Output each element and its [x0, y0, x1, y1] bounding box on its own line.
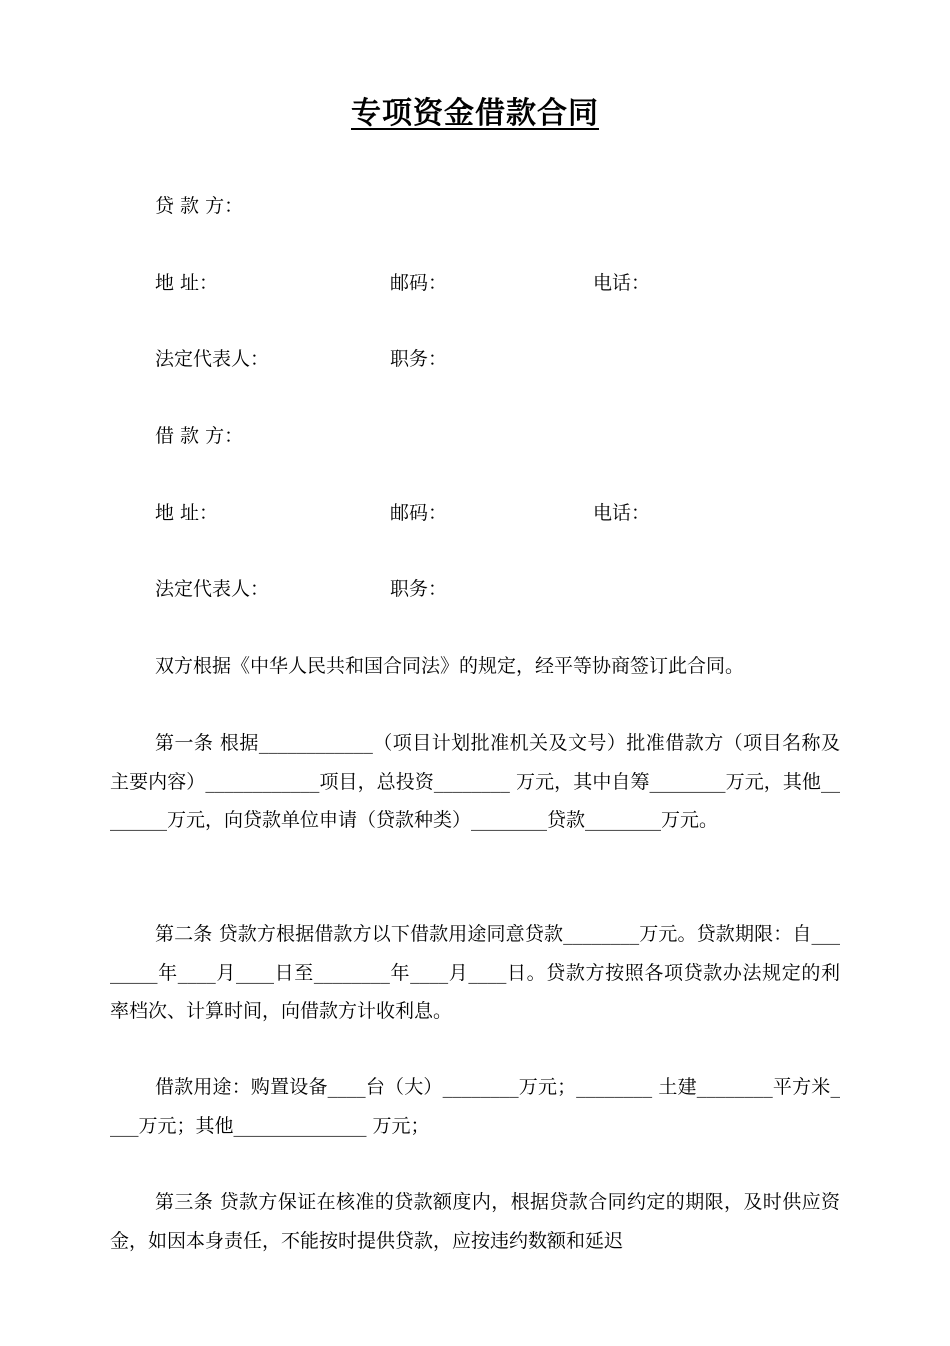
lender-name-label: 贷 款 方：	[155, 195, 244, 217]
borrower-address-label: 地 址：	[155, 502, 219, 524]
article-2-paragraph: 第二条 贷款方根据借款方以下借款用途同意贷款________万元。贷款期限：自________年____月____日至________年____月____日。贷款方按照各项贷款办法规定的利率档次、计算时间，向借款方计收利息。	[110, 923, 840, 1022]
article-1-paragraph: 第一条 根据____________（项目计划批准机关及文号）批准借款方（项目名称及主要内容）____________项目，总投资________ 万元，其中自筹________万元，其他________万元，向贷款单位申请（贷款种类）________贷款________万元。	[110, 732, 840, 831]
loan-purpose-paragraph: 借款用途：购置设备____台（大）________万元；________ 土建________平方米____万元；其他______________ 万元；	[110, 1076, 840, 1137]
lender-postcode-label: 邮码：	[390, 272, 448, 294]
borrower-legal-rep-label: 法定代表人：	[155, 578, 270, 600]
contract-title: 专项资金借款合同	[351, 96, 599, 131]
borrower-position-label: 职务：	[390, 578, 448, 600]
lender-legal-rep-label: 法定代表人：	[155, 348, 270, 370]
lender-phone-label: 电话：	[593, 272, 651, 294]
borrower-phone-label: 电话：	[593, 502, 651, 524]
article-3-paragraph: 第三条 贷款方保证在核准的贷款额度内，根据贷款合同约定的期限，及时供应资金，如因本身责任，不能按时提供贷款，应按违约数额和延迟	[110, 1191, 840, 1252]
preamble-paragraph: 双方根据《中华人民共和国合同法》的规定，经平等协商签订此合同。	[155, 655, 745, 677]
borrower-legal-rep-row	[0, 574, 950, 604]
lender-name-row	[0, 191, 950, 221]
borrower-name-row	[0, 421, 950, 451]
lender-position-label: 职务：	[390, 348, 448, 370]
lender-address-label: 地 址：	[155, 272, 219, 294]
lender-address-row	[0, 268, 950, 298]
lender-legal-rep-row	[0, 344, 950, 374]
borrower-address-row	[0, 498, 950, 528]
borrower-postcode-label: 邮码：	[390, 502, 448, 524]
borrower-name-label: 借 款 方：	[155, 425, 244, 447]
